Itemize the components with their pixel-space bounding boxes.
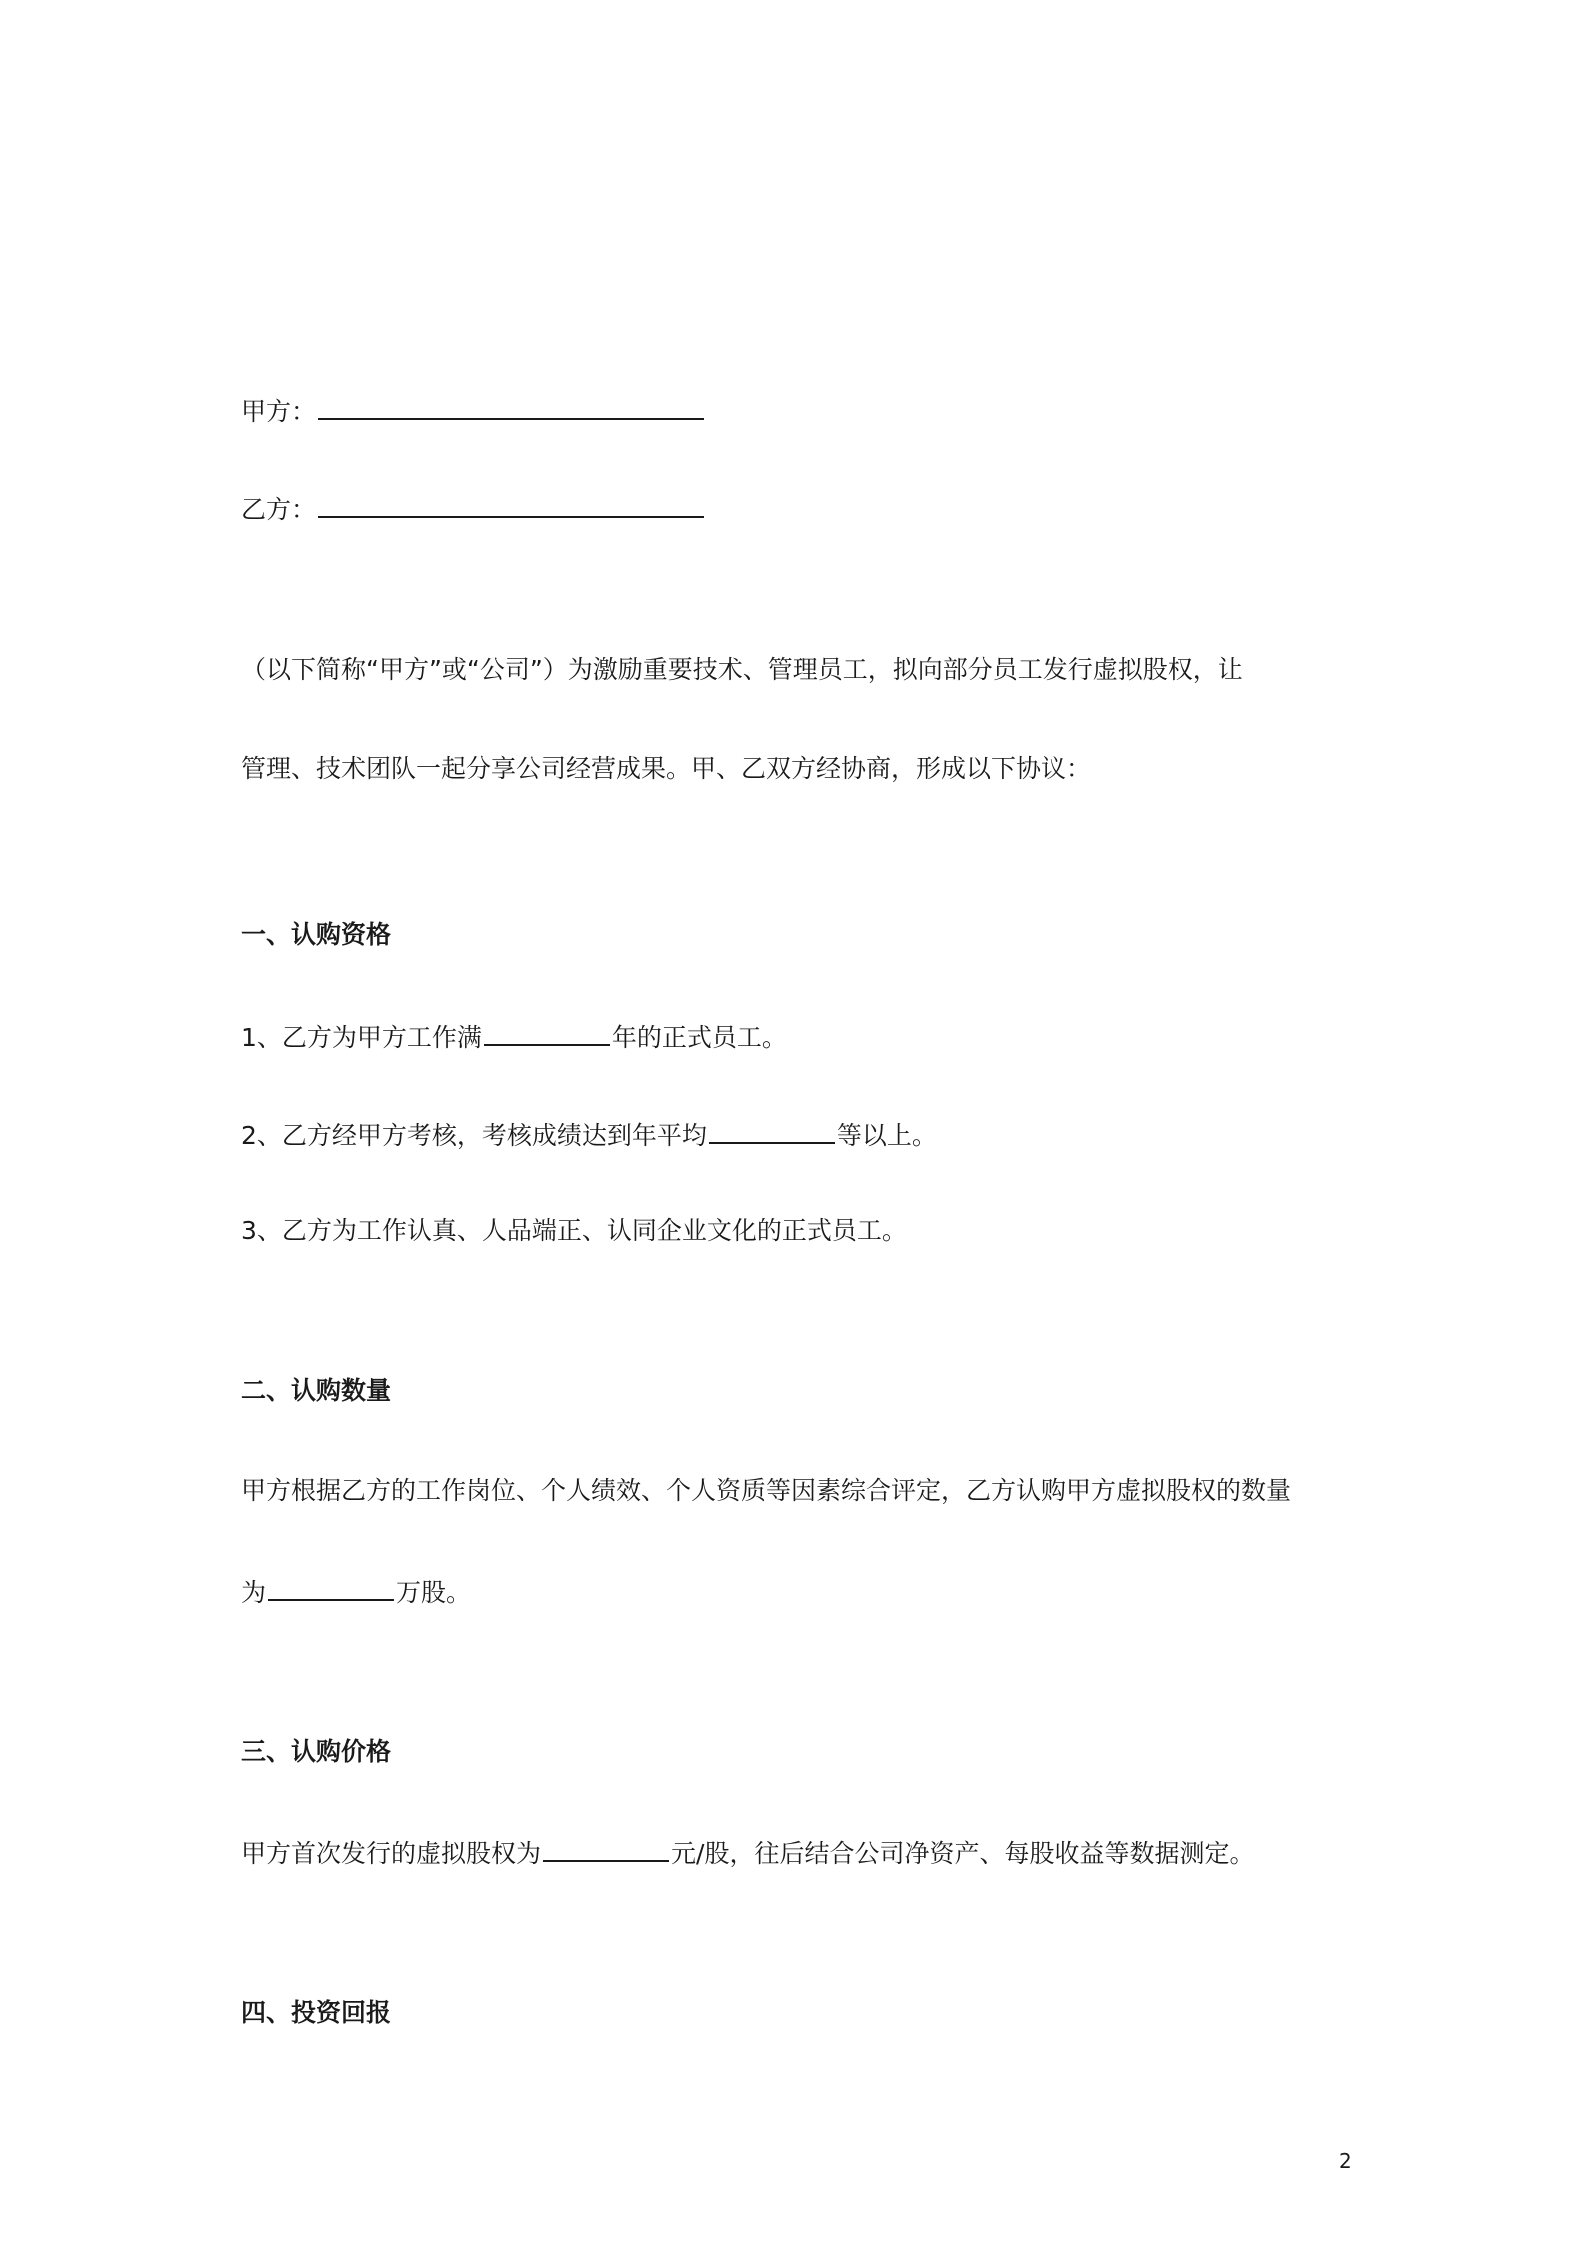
party-b-row (241, 492, 706, 525)
page-number: 2 (1339, 2149, 1352, 2173)
party-b-label: 乙方： (241, 495, 317, 524)
grade-blank (709, 1118, 835, 1144)
section-3-line-1 (241, 1836, 1254, 1869)
section-1-item-2 (241, 1118, 937, 1151)
quantity-blank (268, 1575, 394, 1601)
section-1-item-1 (241, 1020, 787, 1053)
section-1-item-3: 3、乙方为工作认真、人品端正、认同企业文化的正式员工。 (241, 1216, 907, 1245)
section-3-heading: 三、认购价格 (241, 1737, 392, 1766)
section-1-heading: 一、认购资格 (241, 920, 392, 949)
item-2-text-after: 等以上。 (836, 1121, 937, 1150)
section-2-line-1: 甲方根据乙方的工作岗位、个人绩效、个人资质等因素综合评定，乙方认购甲方虚拟股权的数量 (241, 1476, 1292, 1505)
party-a-row (241, 394, 706, 427)
party-b-blank (318, 492, 704, 518)
item-1-text-before: 1、乙方为甲方工作满 (241, 1023, 482, 1052)
intro-line-1: （以下简称“甲方”或“公司”）为激励重要技术、管理员工，拟向部分员工发行虚拟股权，让 (241, 655, 1243, 684)
price-blank (543, 1836, 669, 1862)
quantity-text-after: 万股。 (396, 1578, 472, 1607)
party-a-blank (318, 394, 704, 420)
price-text-after: 元/股，往后结合公司净资产、每股收益等数据测定。 (671, 1839, 1255, 1868)
price-text-before: 甲方首次发行的虚拟股权为 (241, 1839, 542, 1868)
quantity-text-before: 为 (241, 1578, 267, 1607)
section-2-heading: 二、认购数量 (241, 1376, 392, 1405)
years-blank (484, 1020, 610, 1046)
section-4-heading: 四、投资回报 (241, 1998, 392, 2027)
item-2-text-before: 2、乙方经甲方考核，考核成绩达到年平均 (241, 1121, 707, 1150)
section-2-line-2 (241, 1575, 471, 1608)
party-a-label: 甲方： (241, 397, 317, 426)
intro-line-2: 管理、技术团队一起分享公司经营成果。甲、乙双方经协商，形成以下协议： (241, 754, 1092, 783)
item-1-text-after: 年的正式员工。 (611, 1023, 787, 1052)
